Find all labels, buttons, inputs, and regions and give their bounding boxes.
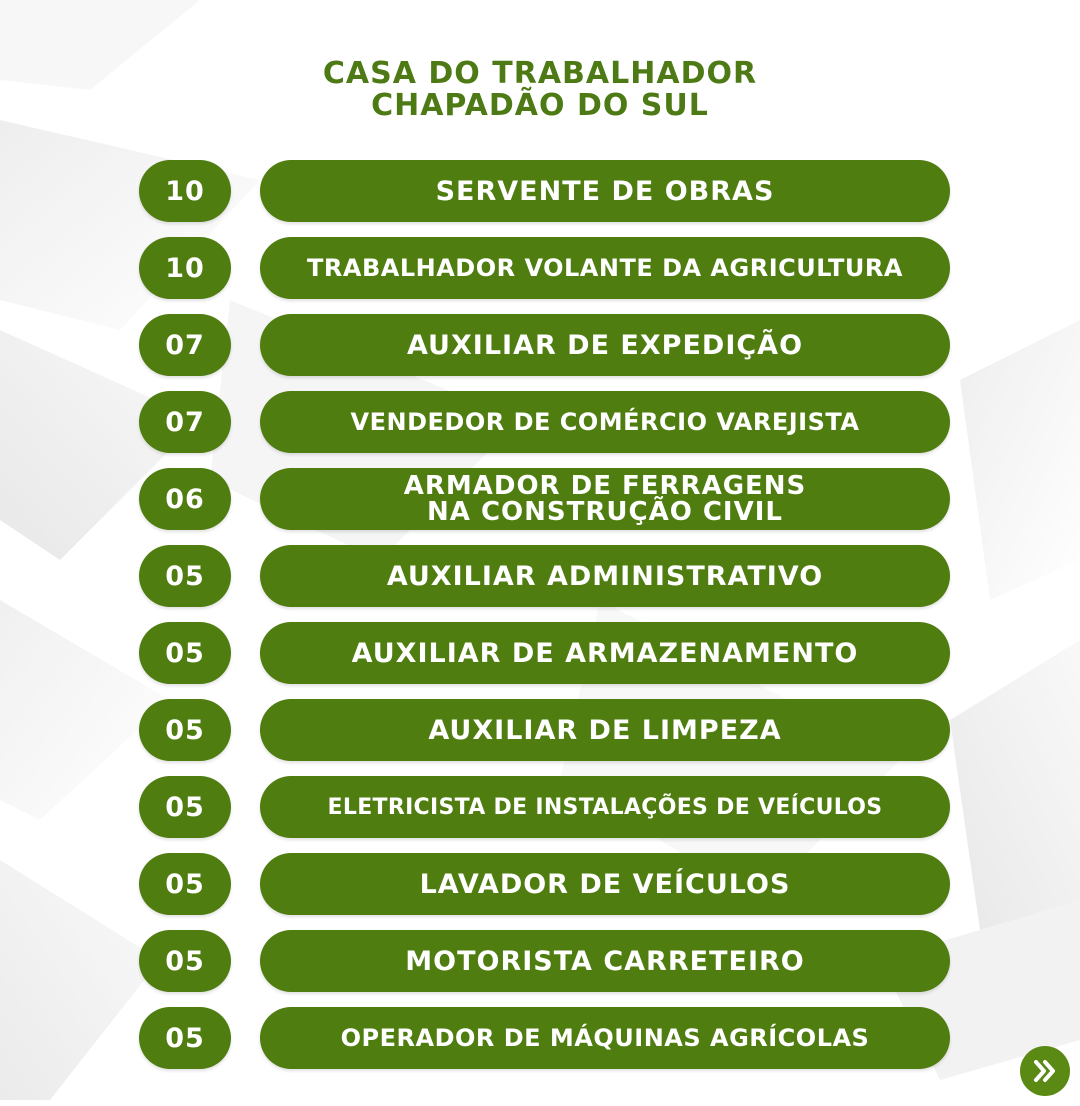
job-title: OPERADOR DE MÁQUINAS AGRÍCOLAS <box>340 1023 870 1052</box>
job-row <box>0 160 1080 224</box>
vacancy-count-badge: 05 <box>139 622 231 684</box>
title-line-2: CHAPADÃO DO SUL <box>371 88 709 123</box>
job-title-line-1: ARMADOR DE FERRAGENS <box>403 471 807 501</box>
job-row <box>0 468 1080 532</box>
vacancy-count-badge: 05 <box>139 1007 231 1069</box>
double-chevron-right-icon <box>1030 1056 1060 1086</box>
vacancy-count-badge: 07 <box>139 314 231 376</box>
job-row <box>0 314 1080 378</box>
job-title: SERVENTE DE OBRAS <box>435 175 775 207</box>
job-title-pill <box>260 545 950 607</box>
job-title-pill <box>260 699 950 761</box>
job-title-pill <box>260 776 950 838</box>
vacancy-count-badge: 05 <box>139 545 231 607</box>
vacancy-count-badge: 06 <box>139 468 231 530</box>
vacancy-count-badge: 10 <box>139 237 231 299</box>
job-title: LAVADOR DE VEÍCULOS <box>419 868 791 900</box>
job-row <box>0 1007 1080 1071</box>
job-title-pill <box>260 853 950 915</box>
job-title: AUXILIAR DE LIMPEZA <box>428 714 782 746</box>
job-row <box>0 853 1080 917</box>
job-row <box>0 699 1080 763</box>
job-title-pill <box>260 1007 950 1069</box>
job-title-pill <box>260 622 950 684</box>
job-row <box>0 391 1080 455</box>
next-button[interactable] <box>1020 1046 1070 1096</box>
job-row <box>0 237 1080 301</box>
title-line-1: CASA DO TRABALHADOR <box>322 56 758 91</box>
vacancy-count-badge: 05 <box>139 699 231 761</box>
job-title-pill <box>260 468 950 530</box>
job-title-line-2: NA CONSTRUÇÃO CIVIL <box>427 497 783 527</box>
vacancy-count-badge: 05 <box>139 930 231 992</box>
job-title: MOTORISTA CARRETEIRO <box>405 945 805 977</box>
job-title: AUXILIAR DE ARMAZENAMENTO <box>351 637 859 669</box>
job-title: VENDEDOR DE COMÉRCIO VAREJISTA <box>350 407 860 436</box>
vacancy-count-badge: 05 <box>139 853 231 915</box>
job-title-pill <box>260 930 950 992</box>
job-title-pill <box>260 391 950 453</box>
job-row <box>0 930 1080 994</box>
job-row <box>0 545 1080 609</box>
job-title: TRABALHADOR VOLANTE DA AGRICULTURA <box>307 253 903 282</box>
job-title-pill <box>260 237 950 299</box>
job-title: ELETRICISTA DE INSTALAÇÕES DE VEÍCULOS <box>327 794 883 820</box>
job-row <box>0 622 1080 686</box>
vacancy-count-badge: 07 <box>139 391 231 453</box>
job-row <box>0 776 1080 840</box>
vacancy-count-badge: 05 <box>139 776 231 838</box>
job-title-pill <box>260 160 950 222</box>
job-title-pill <box>260 314 950 376</box>
vacancy-count-badge: 10 <box>139 160 231 222</box>
job-title: AUXILIAR ADMINISTRATIVO <box>386 560 824 592</box>
job-title: AUXILIAR DE EXPEDIÇÃO <box>406 329 804 361</box>
